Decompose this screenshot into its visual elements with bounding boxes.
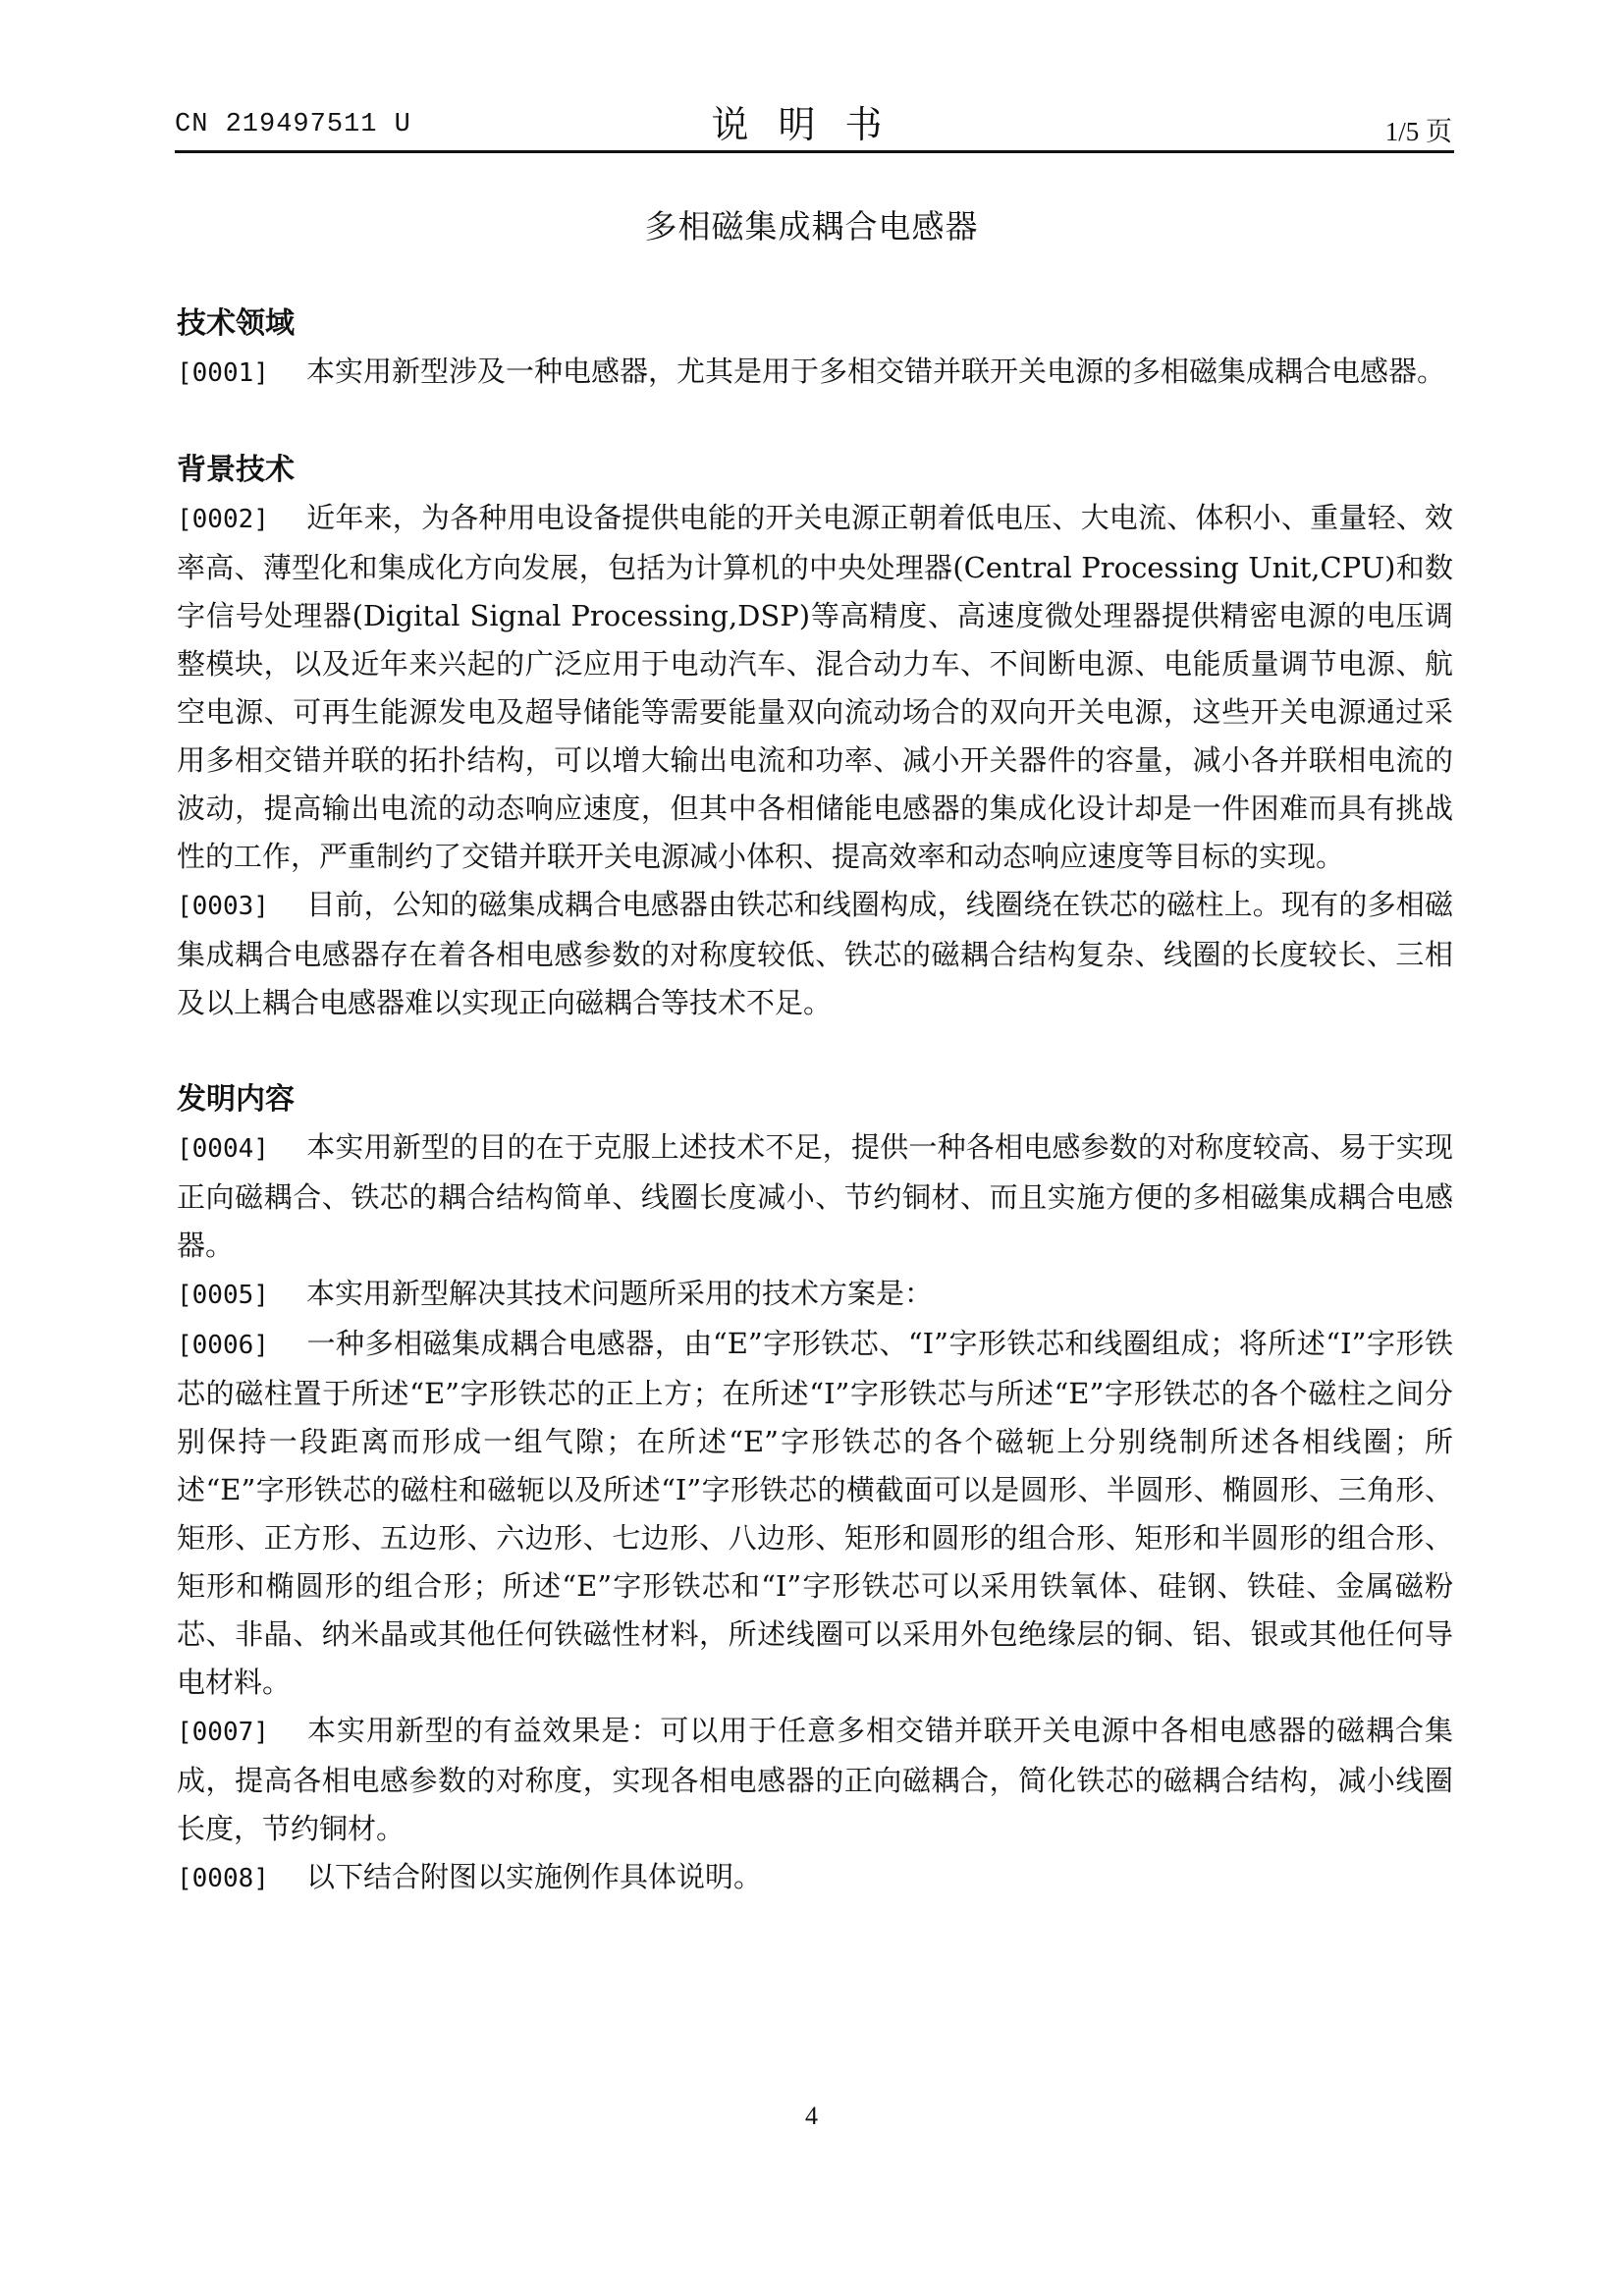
section-heading-background: 背景技术: [177, 453, 295, 487]
paragraph-text: 目前，公知的磁集成耦合电感器由铁芯和线圈构成，线圈绕在铁芯的磁柱上。现有的多相磁集成耦合电感器存在着各相电感参数的对称度较低、铁芯的磁耦合结构复杂、线圈的长度较长、三相及以上耦合电感器难以实现正向磁耦合等技术不足。: [177, 888, 1453, 1019]
page-number: 4: [805, 2102, 818, 2130]
paragraph-number: [0005]: [177, 1281, 269, 1310]
paragraph: [177, 881, 1453, 1027]
paragraph-number: [0001]: [177, 358, 269, 388]
paragraph: [177, 1853, 1453, 1903]
document-body: [177, 300, 1453, 1903]
paragraph-text: 以下结合附图以实施例作具体说明。: [306, 1860, 763, 1893]
paragraph-text: 本实用新型的有益效果是：可以用于任意多相交错并联开关电源中各相电感器的磁耦合集成，提高各相电感参数的对称度，实现各相电感器的正向磁耦合，简化铁芯的磁耦合结构，减小线圈长度，节约铜材。: [177, 1714, 1453, 1845]
paragraph-text: 一种多相磁集成耦合电感器，由“E”字形铁芯、“I”字形铁芯和线圈组成；将所述“I”字形铁芯的磁柱置于所述“E”字形铁芯的正上方；在所述“I”字形铁芯与所述“E”字形铁芯的各个磁柱之间分别保持一段距离而形成一组气隙；在所述“E”字形铁芯的各个磁轭上分别绕制所述各相线圈；所述“E”字形铁芯的磁柱和磁轭以及所述“I”字形铁芯的横截面可以是圆形、半圆形、椭圆形、三角形、矩形、正方形、五边形、六边形、七边形、八边形、矩形和圆形的组合形、矩形和半圆形的组合形、矩形和椭圆形的组合形；所述“E”字形铁芯和“I”字形铁芯可以采用铁氧体、硅钢、铁硅、金属磁粉芯、非晶、纳米晶或其他任何铁磁性材料，所述线圈可以采用外包绝缘层的铜、铝、银或其他任何导电材料。: [177, 1327, 1453, 1699]
document-title: 多相磁集成耦合电感器: [644, 207, 979, 246]
paragraph: [177, 1320, 1453, 1707]
paragraph-number: [0004]: [177, 1134, 269, 1164]
paragraph-number: [0008]: [177, 1864, 269, 1893]
paragraph: [177, 1123, 1453, 1270]
header-page-info: 1/5 页: [1384, 117, 1452, 146]
paragraph: [177, 494, 1453, 881]
header-patent-number: CN 219497511 U: [175, 110, 411, 139]
section-gap: [177, 398, 1453, 446]
paragraph: [177, 348, 1453, 398]
paragraph: [177, 1707, 1453, 1853]
paragraph-text: 本实用新型涉及一种电感器，尤其是用于多相交错并联开关电源的多相磁集成耦合电感器。: [306, 355, 1446, 388]
paragraph-text: 近年来，为各种用电设备提供电能的开关电源正朝着低电压、大电流、体积小、重量轻、效率高、薄型化和集成化方向发展，包括为计算机的中央处理器(Central Processing Unit,CPU)和数字信号处理器(Digital Signal Processing,DSP)等高精度、高速度微处理器提供精密电源的电压调整模块，以及近年来兴起的广泛应用于电动汽车、混合动力车、不间断电源、电能质量调节电源、航空电源、可再生能源发电及超导储能等需要能量双向流动场合的双向开关电源，这些开关电源通过采用多相交错并联的拓扑结构，可以增大输出电流和功率、减小开关器件的容量，减小各并联相电流的波动，提高输出电流的动态响应速度，但其中各相储能电感器的集成化设计却是一件困难而具有挑战性的工作，严重制约了交错并联开关电源减小体积、提高效率和动态响应速度等目标的实现。: [177, 501, 1453, 873]
header-rule: [175, 150, 1454, 153]
paragraph-text: 本实用新型的目的在于克服上述技术不足，提供一种各相电感参数的对称度较高、易于实现正向磁耦合、铁芯的耦合结构简单、线圈长度减小、节约铜材、而且实施方便的多相磁集成耦合电感器。: [177, 1130, 1453, 1262]
paragraph-number: [0006]: [177, 1331, 269, 1360]
section-gap: [177, 1027, 1453, 1075]
section-heading-summary: 发明内容: [177, 1082, 295, 1117]
paragraph-number: [0007]: [177, 1718, 269, 1747]
section-heading-technical-field: 技术领域: [177, 306, 295, 341]
paragraph-text: 本实用新型解决其技术问题所采用的技术方案是：: [306, 1277, 934, 1310]
paragraph-number: [0003]: [177, 892, 269, 921]
header-doc-type: 说明书: [711, 103, 912, 146]
paragraph-number: [0002]: [177, 505, 269, 534]
paragraph: [177, 1270, 1453, 1320]
